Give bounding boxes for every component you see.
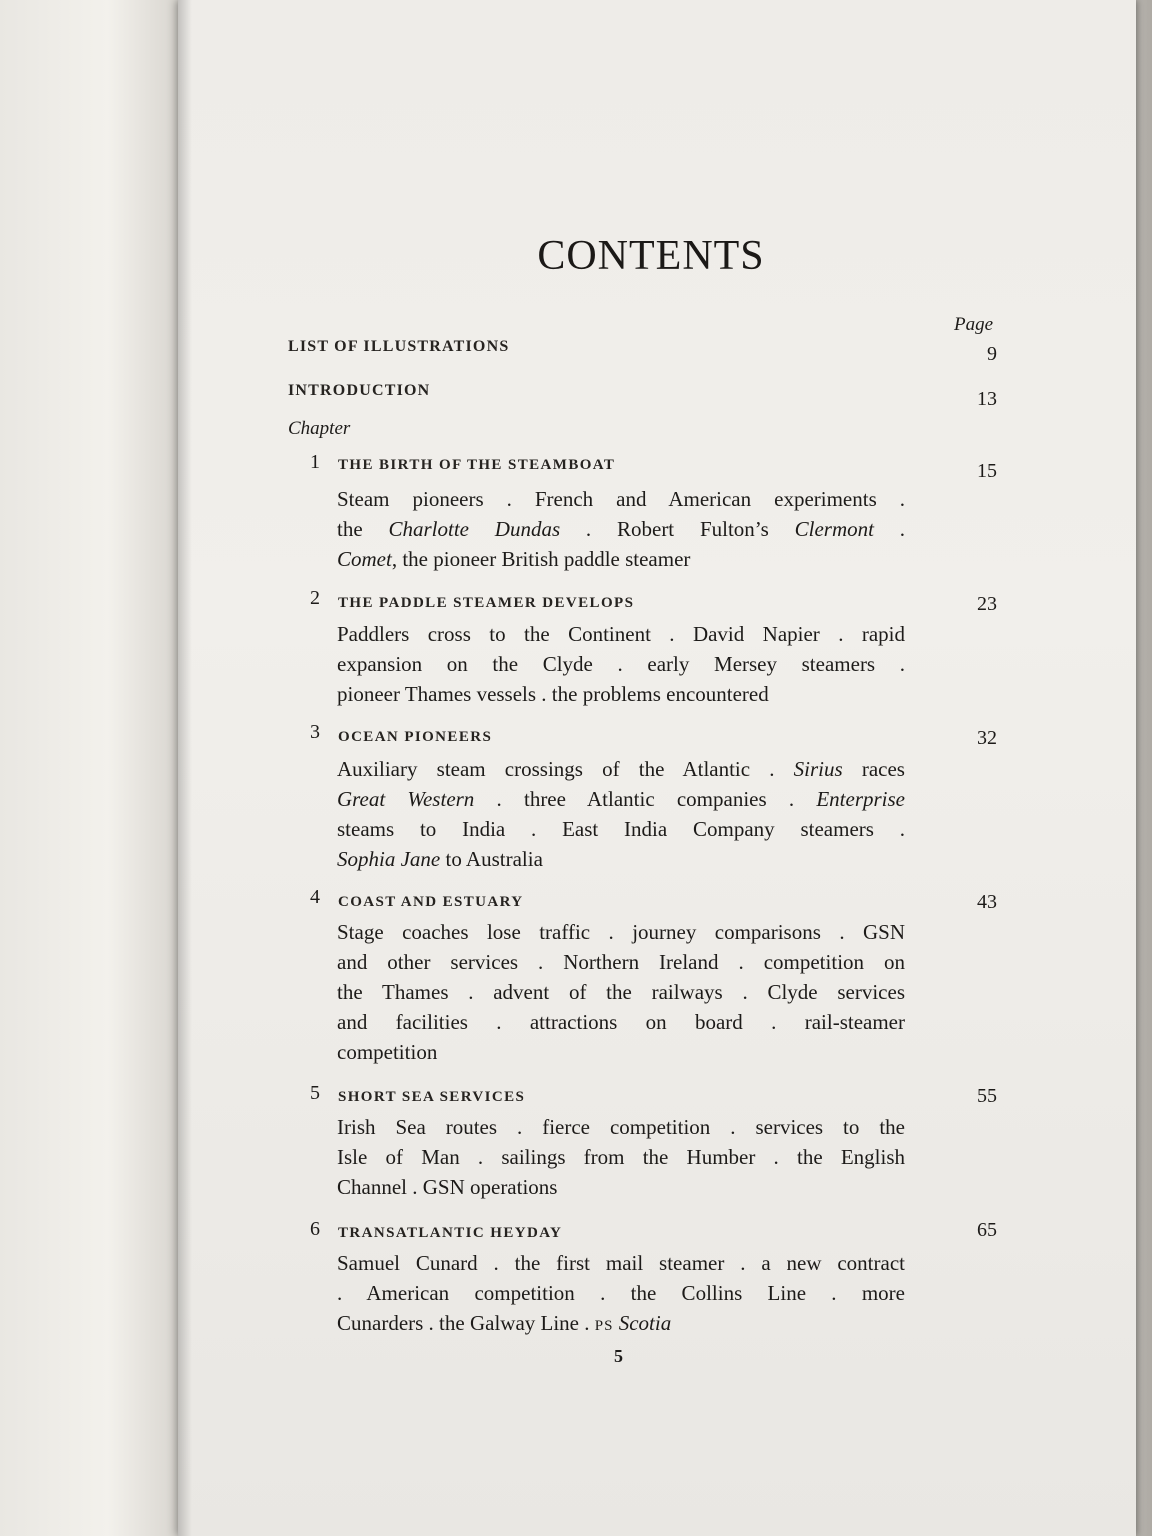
chapter-column-heading: Chapter: [288, 418, 351, 439]
chapter-description: [337, 619, 905, 709]
ship-name: Sirius: [793, 757, 843, 781]
front-matter-page: 9: [987, 343, 997, 365]
chapter-number: 5: [310, 1082, 320, 1104]
ship-name: Comet: [337, 547, 392, 571]
page-column-heading: Page: [954, 314, 994, 335]
description-text: Stage coaches lose traffic . journey comparisons . GSN: [337, 920, 905, 944]
description-text: steams to India . East India Company steamers .: [337, 817, 905, 841]
book-cover-left: [0, 0, 180, 1536]
chapter-title: THE PADDLE STEAMER DEVELOPS: [338, 595, 635, 611]
description-line: [337, 1172, 905, 1202]
description-line: [337, 484, 905, 514]
description-line: [337, 1278, 905, 1308]
description-text: Isle of Man . sailings from the Humber . the English: [337, 1145, 905, 1169]
description-text: pioneer Thames vessels . the problems encountered: [337, 682, 769, 706]
ship-name: Great Western: [337, 787, 475, 811]
chapter-title: OCEAN PIONEERS: [338, 729, 493, 745]
chapter-description: [337, 484, 905, 574]
chapter-page: 65: [977, 1219, 997, 1241]
chapter-page: 23: [977, 593, 997, 615]
description-text: Samuel Cunard . the first mail steamer . a new contract: [337, 1251, 905, 1275]
chapter-number: 1: [310, 451, 320, 473]
chapter-number: 3: [310, 721, 320, 743]
description-text: expansion on the Clyde . early Mersey steamers .: [337, 652, 905, 676]
chapter-page: 43: [977, 891, 997, 913]
chapter-title: THE BIRTH OF THE STEAMBOAT: [338, 457, 616, 473]
description-line: [337, 784, 905, 814]
description-line: [337, 947, 905, 977]
front-matter-label: INTRODUCTION: [288, 382, 431, 399]
chapter-number: 6: [310, 1218, 320, 1240]
description-line: [337, 814, 905, 844]
chapter-description: [337, 917, 905, 1067]
description-line: [337, 977, 905, 1007]
description-line: [337, 1248, 905, 1278]
description-text: races: [842, 757, 905, 781]
chapter-number: 2: [310, 587, 320, 609]
description-text: . American competition . the Collins Line . more: [337, 1281, 905, 1305]
description-line: [337, 649, 905, 679]
description-text: the Thames . advent of the railways . Clyde services: [337, 980, 905, 1004]
page-title: CONTENTS: [537, 233, 765, 279]
description-line: [337, 844, 905, 874]
description-line: [337, 1007, 905, 1037]
chapter-page: 32: [977, 727, 997, 749]
description-text: Irish Sea routes . fierce competition . services to the: [337, 1115, 905, 1139]
description-line: [337, 514, 905, 544]
chapter-page: 15: [977, 460, 997, 482]
description-line: [337, 1112, 905, 1142]
chapter-title: TRANSATLANTIC HEYDAY: [338, 1225, 563, 1241]
ship-name: Clermont: [794, 517, 874, 541]
description-line: [337, 1142, 905, 1172]
description-text: .: [873, 517, 906, 541]
description-line: [337, 917, 905, 947]
description-text: Channel . GSN operations: [337, 1175, 558, 1199]
description-text: Steam pioneers . French and American experiments .: [337, 487, 905, 511]
description-text: and facilities . attractions on board . rail-steamer: [337, 1010, 905, 1034]
ship-name: Sophia Jane: [337, 847, 441, 871]
description-text: . Robert Fulton’s: [560, 517, 795, 541]
front-matter-page: 13: [977, 388, 997, 410]
description-line: [337, 1037, 905, 1067]
description-line: [337, 1308, 905, 1341]
chapter-title: SHORT SEA SERVICES: [338, 1089, 526, 1105]
description-text: . three Atlantic companies .: [474, 787, 817, 811]
description-text: Paddlers cross to the Continent . David Napier . rapid: [337, 622, 905, 646]
description-line: [337, 754, 905, 784]
chapter-title: COAST AND ESTUARY: [338, 894, 524, 910]
chapter-description: [337, 1248, 905, 1341]
page-gutter-shadow: [178, 0, 192, 1536]
description-line: [337, 544, 905, 574]
description-text: PS: [594, 1318, 614, 1334]
chapter-description: [337, 754, 905, 874]
description-text: , the pioneer British paddle steamer: [391, 547, 691, 571]
ship-name: Charlotte Dundas: [388, 517, 561, 541]
ship-name: Scotia: [618, 1311, 672, 1335]
description-text: Auxiliary steam crossings of the Atlantic .: [337, 757, 794, 781]
description-text: Cunarders . the Galway Line .: [337, 1311, 595, 1335]
front-matter-label: LIST OF ILLUSTRATIONS: [288, 338, 510, 355]
description-text: to Australia: [440, 847, 543, 871]
ship-name: Enterprise: [816, 787, 905, 811]
description-text: competition: [337, 1040, 438, 1064]
description-line: [337, 619, 905, 649]
chapter-page: 55: [977, 1085, 997, 1107]
page-number: 5: [614, 1346, 623, 1366]
description-text: the: [337, 517, 389, 541]
description-line: [337, 679, 905, 709]
chapter-number: 4: [310, 886, 320, 908]
description-text: and other services . Northern Ireland . competition on: [337, 950, 905, 974]
chapter-description: [337, 1112, 905, 1202]
